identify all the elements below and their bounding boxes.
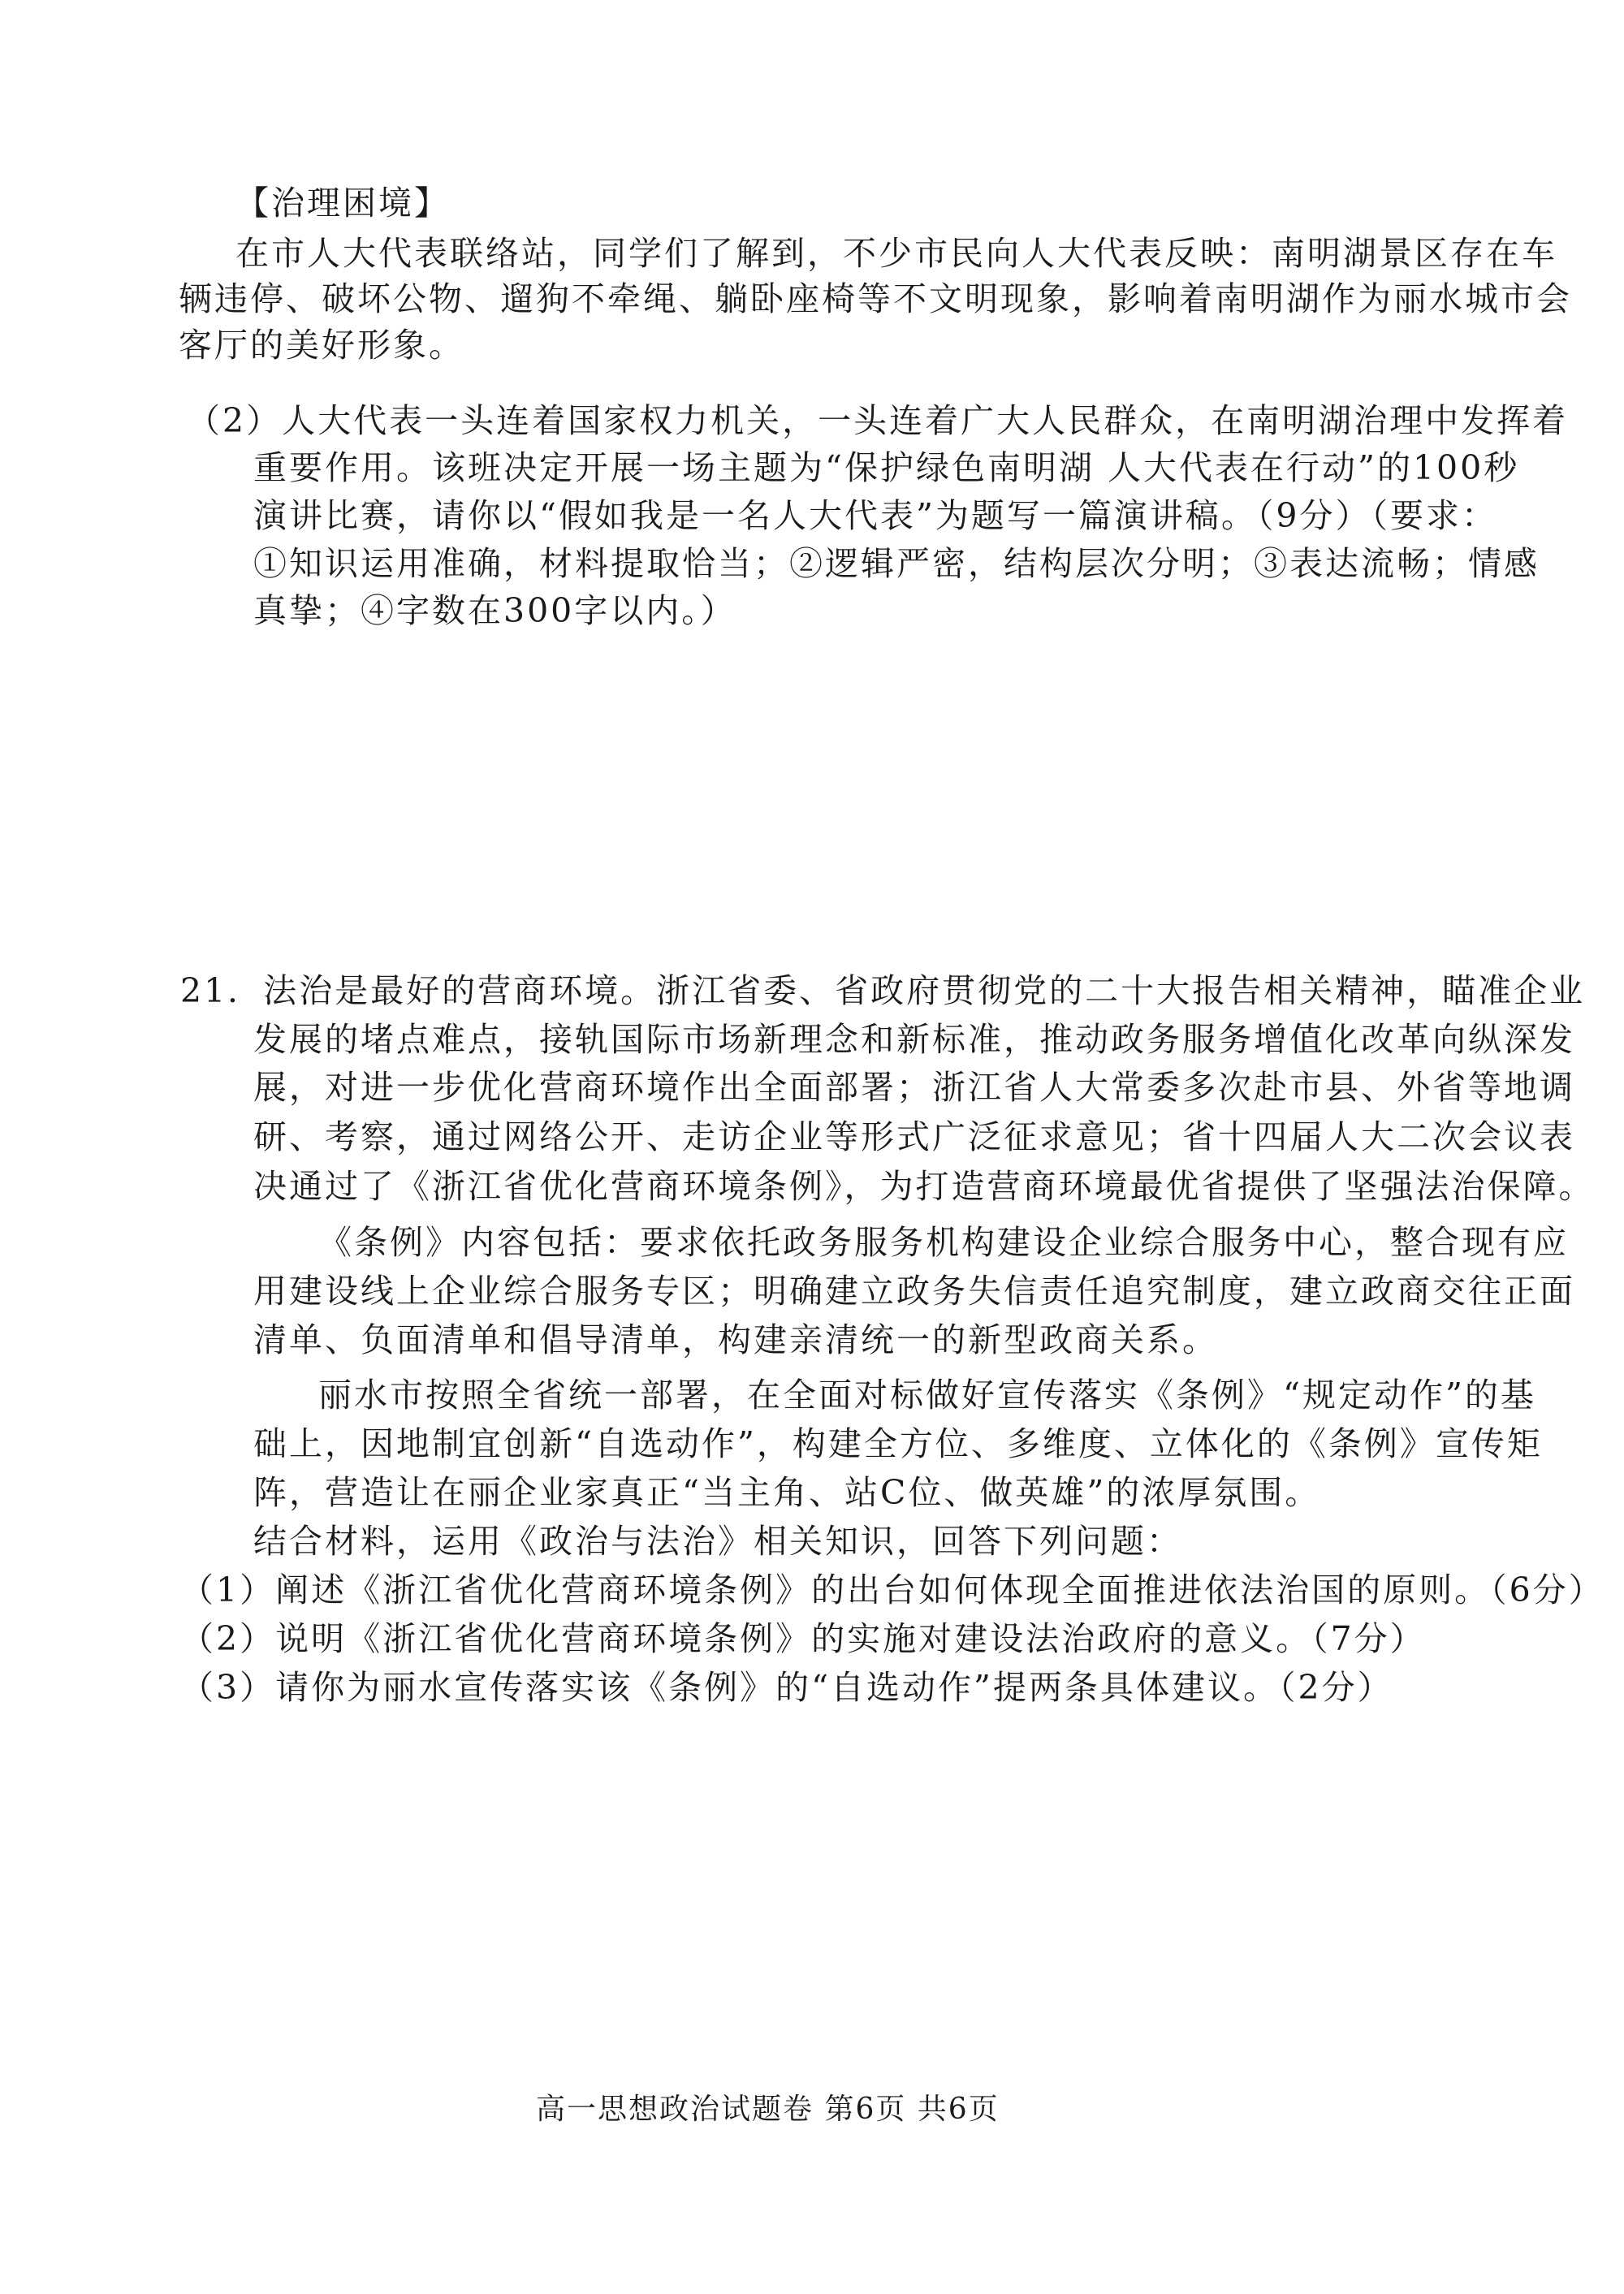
section-heading: 【治理困境】	[235, 184, 450, 222]
question-line: 础上，因地制宜创新“自选动作”，构建全方位、多维度、立体化的《条例》宣传矩	[253, 1424, 1543, 1463]
paragraph-line: 在市人大代表联络站，同学们了解到，不少市民向人大代表反映：南明湖景区存在车	[235, 234, 1557, 273]
sub-question: （2）说明《浙江省优化营商环境条例》的实施对建设法治政府的意义。（7分）	[180, 1619, 1426, 1658]
page-footer: 高一思想政治试题卷 第6页 共6页	[536, 2093, 1000, 2126]
paragraph-line: 客厅的美好形象。	[179, 326, 464, 365]
question-line: 21．法治是最好的营商环境。浙江省委、省政府贯彻党的二十大报告相关精神，瞄准企业	[180, 971, 1586, 1010]
question-line: 重要作用。该班决定开展一场主题为“保护绿色南明湖 人大代表在行动”的100秒	[253, 448, 1520, 487]
question-line: 发展的堵点难点，接轨国际市场新理念和新标准，推动政务服务增值化改革向纵深发	[253, 1020, 1575, 1059]
question-line: 《条例》内容包括：要求依托政务服务机构建设企业综合服务中心，整合现有应	[318, 1223, 1569, 1262]
question-line: 清单、负面清单和倡导清单，构建亲清统一的新型政商关系。	[253, 1320, 1218, 1359]
question-line: 结合材料，运用《政治与法治》相关知识，回答下列问题：	[253, 1522, 1182, 1561]
question-line: 丽水市按照全省统一部署，在全面对标做好宣传落实《条例》“规定动作”的基	[318, 1376, 1536, 1415]
sub-question: （3）请你为丽水宣传落实该《条例》的“自选动作”提两条具体建议。（2分）	[180, 1668, 1393, 1707]
question-line: ①知识运用准确，材料提取恰当；②逻辑严密，结构层次分明；③表达流畅；情感	[253, 544, 1540, 583]
question-line: 决通过了《浙江省优化营商环境条例》，为打造营商环境最优省提供了坚强法治保障。	[253, 1167, 1595, 1206]
question-line: 用建设线上企业综合服务专区；明确建立政务失信责任追究制度，建立政商交往正面	[253, 1272, 1575, 1311]
question-line: 展，对进一步优化营商环境作出全面部署；浙江省人大常委多次赴市县、外省等地调	[253, 1068, 1575, 1107]
question-line: 阵，营造让在丽企业家真正“当主角、站C位、做英雄”的浓厚氛围。	[253, 1473, 1321, 1512]
question-line: 演讲比赛，请你以“假如我是一名人大代表”为题写一篇演讲稿。（9分）（要求：	[253, 496, 1498, 535]
question-line: 真挚；④字数在300字以内。）	[253, 591, 736, 630]
sub-question: （1）阐述《浙江省优化营商环境条例》的出台如何体现全面推进依法治国的原则。（6分）	[180, 1570, 1605, 1609]
question-line: 研、考察，通过网络公开、走访企业等形式广泛征求意见；省十四届人大二次会议表	[253, 1117, 1575, 1156]
question-line: （2）人大代表一头连着国家权力机关，一头连着广大人民群众，在南明湖治理中发挥着	[187, 401, 1569, 440]
paragraph-line: 辆违停、破坏公物、遛狗不牵绳、躺卧座椅等不文明现象，影响着南明湖作为丽水城市会	[179, 279, 1572, 318]
